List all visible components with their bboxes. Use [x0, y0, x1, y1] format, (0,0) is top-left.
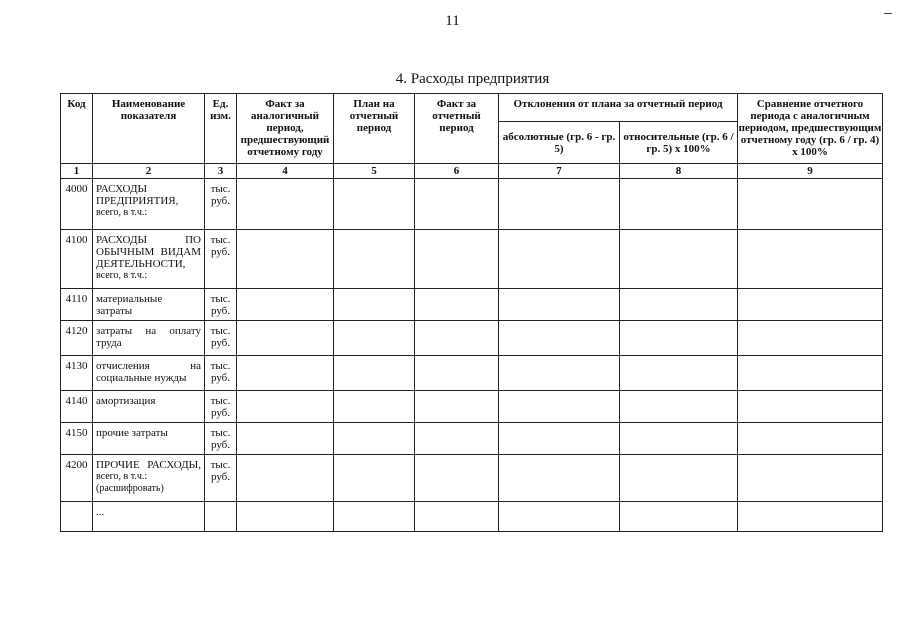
- value-cell: [415, 179, 499, 230]
- row-unit: тыс. руб.: [205, 423, 237, 455]
- row-name: [93, 179, 205, 230]
- value-cell: [334, 179, 415, 230]
- header-deviation-rel: относительные (гр. 6 / гр. 5) x 100%: [620, 122, 738, 164]
- value-cell: [334, 321, 415, 356]
- column-number: 3: [205, 164, 237, 179]
- value-cell: [499, 502, 620, 532]
- header-comparison: Сравнение отчетного периода с аналогичным периодом, предшествующим отчетному году (гр. 6 / гр. 4) x 100%: [738, 94, 883, 164]
- value-cell: [334, 502, 415, 532]
- row-unit: тыс. руб.: [205, 391, 237, 423]
- value-cell: [499, 289, 620, 321]
- value-cell: [620, 321, 738, 356]
- row-unit: тыс. руб.: [205, 230, 237, 289]
- row-unit: [205, 502, 237, 532]
- header-plan: План на отчетный период: [334, 94, 415, 164]
- column-number: 9: [738, 164, 883, 179]
- value-cell: [499, 391, 620, 423]
- value-cell: [334, 423, 415, 455]
- row-code: 4000: [61, 179, 93, 230]
- header-deviation-abs: абсолютные (гр. 6 - гр. 5): [499, 122, 620, 164]
- value-cell: [499, 179, 620, 230]
- row-unit: тыс. руб.: [205, 356, 237, 391]
- table-row: [61, 391, 883, 423]
- row-code: 4100: [61, 230, 93, 289]
- value-cell: [499, 423, 620, 455]
- value-cell: [415, 455, 499, 502]
- table-title: 4. Расходы предприятия: [395, 71, 550, 87]
- row-code: 4130: [61, 356, 93, 391]
- table-row: [61, 423, 883, 455]
- row-name: [93, 230, 205, 289]
- row-name-main: отчисления на социальные нужды: [96, 360, 201, 384]
- value-cell: [620, 179, 738, 230]
- column-number: 8: [620, 164, 738, 179]
- table-row: [61, 321, 883, 356]
- row-unit: тыс. руб.: [205, 289, 237, 321]
- value-cell: [237, 423, 334, 455]
- value-cell: [237, 179, 334, 230]
- value-cell: [334, 289, 415, 321]
- row-name-main: РАСХОДЫ ПРЕДПРИЯТИЯ,: [96, 183, 179, 207]
- value-cell: [620, 502, 738, 532]
- table-row: [61, 230, 883, 289]
- row-name-sub: всего, в т.ч.: (расшифровать): [96, 471, 164, 494]
- row-code: 4200: [61, 455, 93, 502]
- value-cell: [415, 289, 499, 321]
- value-cell: [620, 230, 738, 289]
- header-fact-prev: Факт за аналогичный период, предшествующий отчетному году: [237, 94, 334, 164]
- value-cell: [620, 423, 738, 455]
- table-row: [61, 356, 883, 391]
- row-name: [93, 423, 205, 455]
- table-row: [61, 502, 883, 532]
- row-name-main: прочие затраты: [96, 427, 168, 439]
- row-unit: тыс. руб.: [205, 455, 237, 502]
- row-unit: тыс. руб.: [205, 321, 237, 356]
- row-code: 4150: [61, 423, 93, 455]
- value-cell: [237, 230, 334, 289]
- value-cell: [738, 230, 883, 289]
- value-cell: [738, 289, 883, 321]
- row-name: [93, 321, 205, 356]
- value-cell: [738, 356, 883, 391]
- value-cell: [738, 502, 883, 532]
- page-number: 11: [445, 13, 460, 29]
- row-name-main: ...: [96, 506, 105, 518]
- value-cell: [620, 455, 738, 502]
- row-code: 4140: [61, 391, 93, 423]
- expenses-table: [60, 93, 883, 532]
- row-unit: тыс. руб.: [205, 179, 237, 230]
- value-cell: [738, 321, 883, 356]
- column-number: 7: [499, 164, 620, 179]
- row-name-main: амортизация: [96, 395, 156, 407]
- header-unit: Ед. изм.: [205, 94, 237, 164]
- row-name-main: затраты на оплату труда: [96, 325, 201, 349]
- row-code: [61, 502, 93, 532]
- column-number: 2: [93, 164, 205, 179]
- value-cell: [237, 289, 334, 321]
- row-name: [93, 455, 205, 502]
- header-name: Наименование показателя: [93, 94, 205, 164]
- row-code: 4120: [61, 321, 93, 356]
- value-cell: [334, 356, 415, 391]
- value-cell: [237, 391, 334, 423]
- column-number: 5: [334, 164, 415, 179]
- value-cell: [499, 321, 620, 356]
- table-row: [61, 455, 883, 502]
- header-deviation: Отклонения от плана за отчетный период: [499, 94, 738, 122]
- row-name-main: РАСХОДЫ ПО ОБЫЧНЫМ ВИДАМ ДЕЯТЕЛЬНОСТИ,: [96, 234, 201, 270]
- value-cell: [738, 179, 883, 230]
- value-cell: [738, 455, 883, 502]
- value-cell: [237, 321, 334, 356]
- row-name-main: материальные затраты: [96, 293, 163, 317]
- column-number: 6: [415, 164, 499, 179]
- row-name: [93, 289, 205, 321]
- row-name-sub: всего, в т.ч.:: [96, 270, 148, 281]
- value-cell: [334, 455, 415, 502]
- value-cell: [415, 423, 499, 455]
- corner-mark: [884, 13, 892, 14]
- value-cell: [415, 356, 499, 391]
- column-number-row: [61, 164, 883, 179]
- value-cell: [415, 391, 499, 423]
- value-cell: [237, 455, 334, 502]
- row-name-sub: всего, в т.ч.:: [96, 207, 148, 218]
- value-cell: [620, 289, 738, 321]
- header-fact: Факт за отчетный период: [415, 94, 499, 164]
- value-cell: [415, 321, 499, 356]
- value-cell: [738, 423, 883, 455]
- row-name: [93, 391, 205, 423]
- row-name-main: ПРОЧИЕ РАСХОДЫ,: [96, 459, 201, 471]
- table-row: [61, 289, 883, 321]
- value-cell: [620, 391, 738, 423]
- value-cell: [415, 230, 499, 289]
- row-code: 4110: [61, 289, 93, 321]
- value-cell: [334, 391, 415, 423]
- value-cell: [499, 455, 620, 502]
- value-cell: [237, 356, 334, 391]
- value-cell: [334, 230, 415, 289]
- column-number: 1: [61, 164, 93, 179]
- value-cell: [738, 391, 883, 423]
- value-cell: [237, 502, 334, 532]
- value-cell: [499, 356, 620, 391]
- row-name: [93, 356, 205, 391]
- table-row: [61, 179, 883, 230]
- row-name: [93, 502, 205, 532]
- value-cell: [415, 502, 499, 532]
- header-code: Код: [61, 94, 93, 164]
- value-cell: [620, 356, 738, 391]
- column-number: 4: [237, 164, 334, 179]
- value-cell: [499, 230, 620, 289]
